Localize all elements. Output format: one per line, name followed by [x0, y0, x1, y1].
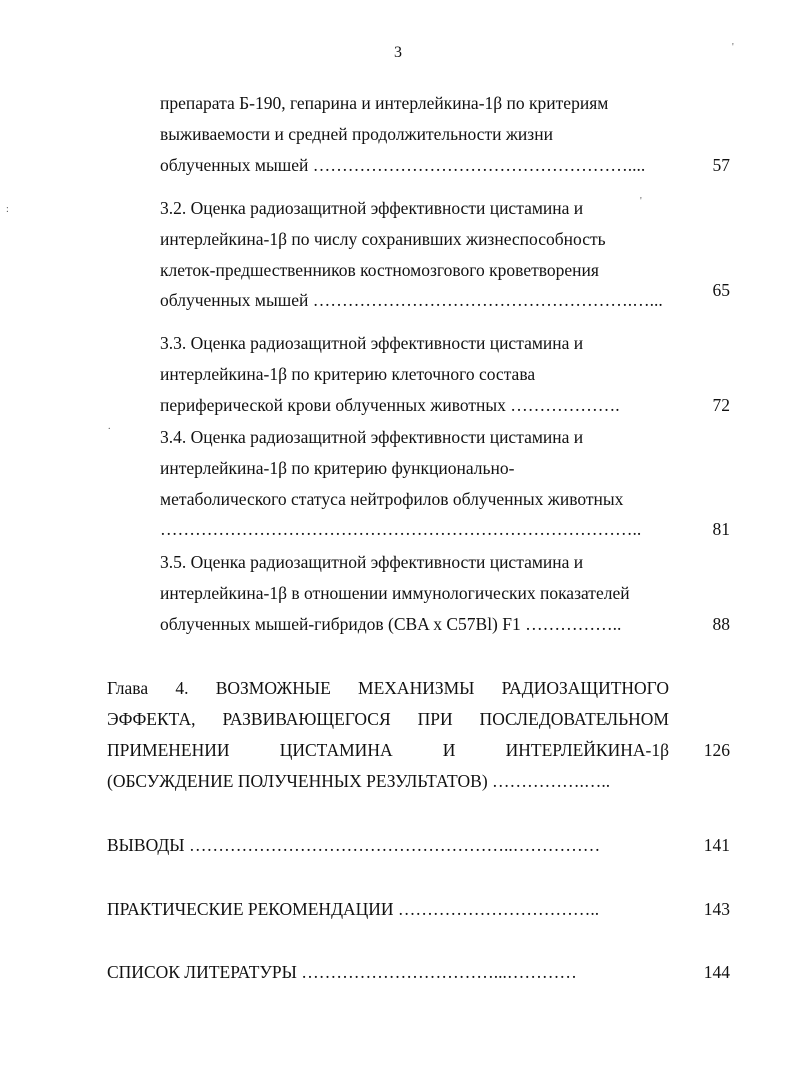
toc-entry-line: ПРИМЕНЕНИИ ЦИСТАМИНА И ИНТЕРЛЕЙКИНА-1β — [107, 740, 669, 760]
toc-page-number: 126 — [703, 740, 730, 760]
toc-page-number: 81 — [712, 519, 730, 539]
toc-entry-line: ЭФФЕКТА, РАЗВИВАЮЩЕГОСЯ ПРИ ПОСЛЕДОВАТЕЛЬНОМ — [107, 709, 669, 729]
toc-entry-line: клеток-предшественников костномозгового кроветворения — [160, 260, 599, 280]
toc-page-number: 141 — [703, 835, 730, 855]
toc-entry-line: периферической крови облученных животных ………………. — [160, 395, 620, 415]
toc-page-number: 72 — [712, 395, 730, 415]
toc-entry-line: интерлейкина-1β по критерию функционально- — [160, 458, 515, 478]
toc-entry-line: 3.3. Оценка радиозащитной эффективности цистамина и — [160, 333, 584, 353]
toc-entry-line: 3.4. Оценка радиозащитной эффективности цистамина и — [160, 427, 584, 447]
toc-entry-line: 3.2. Оценка радиозащитной эффективности цистамина и — [160, 198, 584, 218]
toc-entry-line: метаболического статуса нейтрофилов облученных животных — [160, 489, 624, 509]
toc-entry-line: ВЫВОДЫ ………………………………………………..…………… — [107, 835, 601, 855]
toc-entry-line: облученных мышей-гибридов (CBA x C57Bl) F1 …………….. — [160, 614, 622, 634]
toc-entry-line: Глава 4. ВОЗМОЖНЫЕ МЕХАНИЗМЫ РАДИОЗАЩИТНОГО — [107, 678, 669, 698]
toc-entry-line: облученных мышей ……………………………………………….... — [160, 155, 646, 175]
scan-mark: : — [6, 204, 9, 215]
scan-mark: ' — [732, 42, 734, 53]
toc-entry-line: интерлейкина-1β по критерию клеточного состава — [160, 364, 536, 384]
toc-page-number: 144 — [703, 962, 730, 982]
toc-entry-line: интерлейкина-1β в отношении иммунологических показателей — [160, 583, 630, 603]
page-number: 3 — [394, 44, 402, 61]
toc-entry-line: СПИСОК ЛИТЕРАТУРЫ ……………………………...………… — [107, 962, 577, 982]
scan-mark: . — [108, 421, 111, 432]
toc-entry-line: ……………………………………………………………………….. — [160, 519, 642, 539]
toc-entry-line: (ОБСУЖДЕНИЕ ПОЛУЧЕННЫХ РЕЗУЛЬТАТОВ) …………….….. — [107, 771, 611, 791]
toc-entry-line: облученных мышей ……………………………………………….…... — [160, 290, 663, 310]
toc-entry-line: 3.5. Оценка радиозащитной эффективности цистамина и — [160, 552, 584, 572]
toc-page-number: 88 — [712, 614, 730, 634]
toc-entry-line: выживаемости и средней продолжительности жизни — [160, 124, 553, 144]
toc-entry-line: ПРАКТИЧЕСКИЕ РЕКОМЕНДАЦИИ …………………………….. — [107, 899, 600, 919]
toc-entry-line: препарата Б-190, гепарина и интерлейкина-1β по критериям — [160, 93, 609, 113]
toc-page-number: 65 — [712, 280, 730, 300]
toc-entry-line: интерлейкина-1β по числу сохранивших жизнеспособность — [160, 229, 606, 249]
toc-page-number: 57 — [712, 155, 730, 175]
toc-page-number: 143 — [703, 899, 730, 919]
scan-mark: ' — [640, 196, 642, 207]
